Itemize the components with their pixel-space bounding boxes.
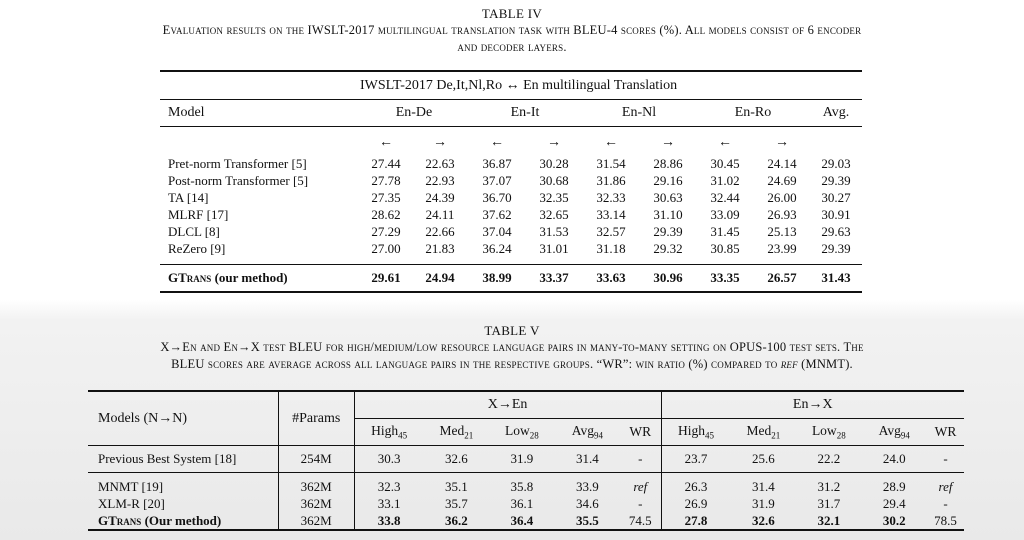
table5-cell: 32.6 (424, 446, 489, 473)
table4-cell: 37.07 (482, 172, 512, 188)
table4-cell: 23.99 (767, 240, 797, 256)
table5-label: TABLE V (484, 323, 540, 338)
table5-cell: 35.7 (445, 495, 468, 511)
table4-cell: 31.54 (596, 155, 626, 171)
table4-cell: 30.27 (821, 189, 851, 205)
table4-cell: 24.69 (767, 172, 797, 188)
arrow-right-icon: → (433, 135, 447, 150)
table5-cell: 28.9 (882, 478, 906, 494)
table5-subheader: High$_{45}$ (661, 419, 731, 446)
table4-row (160, 223, 862, 240)
table5-row-previous-best (88, 446, 964, 473)
table5-cell: 32.3 (377, 478, 401, 494)
table5-cell: 29.4 (882, 495, 906, 511)
table4-group-en-it: En-It (468, 100, 582, 127)
table5-cell: 32.1 (817, 512, 841, 528)
table4-label: TABLE IV (481, 6, 543, 21)
table4-cell-model: GTrans (our method) (160, 265, 360, 293)
table4-cell: 28.62 (371, 206, 401, 222)
table5-subheader: Low$_{28}$ (489, 419, 554, 446)
table4-cell: 31.10 (653, 206, 683, 222)
table4-cell: 29.61 (360, 265, 412, 293)
table5-cell: 36.2 (445, 512, 468, 528)
table4-direction-row (160, 127, 862, 156)
table4-cell: 30.96 (640, 265, 696, 293)
table5-subheader: Low$_{28}$ (796, 419, 861, 446)
table4-col-model: Model (160, 100, 360, 127)
table5-cell: 35.5 (575, 512, 599, 528)
table4-caption (40, 22, 984, 56)
table5-cell-model: MNMT [19] (88, 473, 278, 496)
table4-cell: 24.14 (767, 155, 797, 171)
table5-cell: 23.7 (661, 446, 731, 473)
table5-subheader: Avg$_{94}$ (862, 419, 927, 446)
table4-cell: 26.00 (767, 189, 797, 205)
table4-cell: 29.39 (821, 240, 851, 256)
table4-group-en-nl: En-Nl (582, 100, 696, 127)
table4-cell: 21.83 (425, 240, 455, 256)
table4-cell: 25.13 (767, 223, 797, 239)
table4-cell: 36.24 (482, 240, 512, 256)
table4-cell: 31.01 (539, 240, 569, 256)
table4-cell: 30.63 (653, 189, 683, 205)
table4-cell: 32.57 (596, 223, 626, 239)
table5-cell: - (943, 495, 948, 511)
table4-row (160, 189, 862, 206)
table5-cell-params: 362M (278, 473, 354, 496)
table4-cell: 27.35 (371, 189, 401, 205)
table4-group-en-de: En-De (360, 100, 468, 127)
table4-cell: 36.70 (482, 189, 512, 205)
table5-cell: 32.6 (751, 512, 775, 528)
table4-cell: 33.63 (582, 265, 640, 293)
table5-cell: 24.0 (862, 446, 927, 473)
table4-cell: 26.57 (754, 265, 810, 293)
table5-subheader: WR (620, 419, 661, 446)
table4-cell-model: DLCL [8] (168, 223, 220, 239)
table5-col-models: Models (N→N) (88, 391, 278, 446)
table4-cell: 33.37 (526, 265, 582, 293)
table5-cell: 26.3 (684, 478, 708, 494)
arrow-left-icon: ← (604, 135, 618, 150)
table5 (88, 390, 964, 531)
table4-cell: 27.29 (371, 223, 401, 239)
table5-cell: 25.6 (731, 446, 796, 473)
table4-cell: 27.44 (371, 155, 401, 171)
table5-subheader: Avg$_{94}$ (555, 419, 620, 446)
table5-cell: 36.1 (510, 495, 534, 511)
table5-cell: ref (938, 478, 953, 494)
table5-cell: 33.9 (575, 478, 599, 494)
table5-cell: 31.4 (555, 446, 620, 473)
table4-col-avg: Avg. (810, 100, 862, 127)
table5-subheader: High$_{45}$ (354, 419, 424, 446)
table4-cell: 30.45 (710, 155, 740, 171)
table5-cell: - (620, 495, 661, 512)
table5-subheader: Med$_{21}$ (424, 419, 489, 446)
table4-cell: 38.99 (468, 265, 526, 293)
table4-cell: 31.45 (710, 223, 740, 239)
table5-cell: 33.8 (377, 512, 401, 528)
table4-cell: 29.16 (653, 172, 683, 188)
arrow-left-icon: ← (490, 135, 504, 150)
table4-caption-line2: and decoder layers. (457, 40, 567, 54)
arrow-right-icon: → (775, 135, 789, 150)
table4-cell-model: ReZero [9] (168, 240, 226, 256)
table4-cell: 30.68 (539, 172, 569, 188)
table5-cell: 33.1 (377, 495, 401, 511)
table5-caption (40, 339, 984, 373)
arrow-right-icon: → (547, 135, 561, 150)
table4-cell: 29.39 (821, 172, 851, 188)
table4-cell: 29.39 (653, 223, 683, 239)
table5-cell: 31.2 (817, 478, 841, 494)
table5-cell: - (927, 446, 964, 473)
table5-cell-model: XLM-R [20] (88, 495, 278, 512)
table5-cell: 30.2 (882, 512, 906, 528)
table5-subheader: Med$_{21}$ (731, 419, 796, 446)
table4-cell: 32.44 (710, 189, 740, 205)
table5-subheader: WR (927, 419, 964, 446)
table4-cell: 31.18 (596, 240, 626, 256)
table4-group-en-ro: En-Ro (696, 100, 810, 127)
table5-cell-model: Previous Best System [18] (88, 446, 278, 473)
table5-cell: 35.8 (510, 478, 534, 494)
table5-cell: 31.9 (489, 446, 554, 473)
table4-cell: 37.04 (482, 223, 512, 239)
table5-cell: 31.9 (751, 495, 775, 511)
table5-col-params: #Params (278, 391, 354, 446)
table4-cell: 36.87 (482, 155, 512, 171)
table4-cell: 30.85 (710, 240, 740, 256)
table5-row (88, 473, 964, 496)
table4-cell: 32.35 (539, 189, 569, 205)
table5-cell: 78.5 (934, 512, 957, 528)
table5-cell-model: GTrans (Our method) (88, 512, 278, 530)
table5-row (88, 495, 964, 512)
table4-cell: 26.93 (767, 206, 797, 222)
table5-cell: 30.3 (354, 446, 424, 473)
table5-cell: 31.7 (817, 495, 841, 511)
table4-cell-model: Pret-norm Transformer [5] (168, 155, 307, 171)
table4-cell-model: Post-norm Transformer [5] (168, 172, 309, 188)
table4-cell: 22.66 (425, 223, 455, 239)
table4-cell: 31.02 (710, 172, 740, 188)
table4-cell: 24.11 (425, 206, 455, 222)
table5-cell: ref (620, 473, 661, 496)
table5-group-en-x: En→X (661, 391, 964, 419)
table4-cell-model: MLRF [17] (168, 206, 229, 222)
table4-cell: 32.33 (596, 189, 626, 205)
table4-cell: 37.62 (482, 206, 512, 222)
arrow-left-icon: ← (718, 135, 732, 150)
arrow-left-icon: ← (379, 135, 393, 150)
table4-row (160, 172, 862, 189)
table4-cell-model: TA [14] (168, 189, 209, 205)
table4-caption-line1: Evaluation results on the IWSLT-2017 multilingual translation task with BLEU-4 scores (%). All models consist of 6 encoder (162, 23, 862, 37)
table4-cell: 29.63 (821, 223, 851, 239)
table4-row (160, 155, 862, 172)
table4 (160, 70, 862, 293)
table5-row-ours (88, 512, 964, 530)
table4-cell: 31.86 (596, 172, 626, 188)
table4-cell: 33.14 (596, 206, 626, 222)
table4-cell: 27.78 (371, 172, 401, 188)
table5-caption-line1: X→En and En→X test BLEU for high/medium/low resource language pairs in many-to-many setting on OPUS-100 test sets. The (160, 340, 864, 354)
table5-cell: 36.4 (510, 512, 534, 528)
table4-cell: 30.91 (821, 206, 851, 222)
table4-cell: 32.65 (539, 206, 569, 222)
table4-cell: 33.35 (696, 265, 754, 293)
table4-super-header: IWSLT-2017 De,It,Nl,Ro ↔ En multilingual Translation (360, 71, 862, 100)
table5-cell-params: 362M (278, 512, 354, 530)
table5-cell: 34.6 (575, 495, 599, 511)
table4-cell: 24.94 (412, 265, 468, 293)
arrow-right-icon: → (661, 135, 675, 150)
table4-cell: 27.00 (371, 240, 401, 256)
table4-cell: 30.28 (539, 155, 569, 171)
table5-cell: 26.9 (684, 495, 708, 511)
table4-cell: 28.86 (653, 155, 683, 171)
table4-row-ours (160, 265, 862, 293)
table5-caption-line2: BLEU scores are average across all language pairs in the respective groups. “WR”: win ratio (%) compared to ref (MNMT). (171, 357, 853, 371)
table5-cell-params: 362M (278, 495, 354, 512)
table4-cell: 29.03 (821, 155, 851, 171)
table4-cell: 22.63 (425, 155, 455, 171)
table5-cell: 74.5 (620, 512, 661, 530)
table4-cell: 29.32 (653, 240, 683, 256)
table5-cell: 31.4 (751, 478, 775, 494)
table4-cell: 33.09 (710, 206, 740, 222)
table4-row (160, 206, 862, 223)
table5-cell: 27.8 (684, 512, 708, 528)
table4-row (160, 240, 862, 265)
table4-cell: 24.39 (425, 189, 455, 205)
table4-cell: 22.93 (425, 172, 455, 188)
table4-cell: 31.53 (539, 223, 569, 239)
table4-cell: 31.43 (810, 265, 862, 293)
table5-group-x-en: X→En (354, 391, 661, 419)
table5-cell: 22.2 (796, 446, 861, 473)
table5-cell-params: 254M (278, 446, 354, 473)
table5-cell: - (620, 446, 661, 473)
table5-cell: 35.1 (445, 478, 468, 494)
